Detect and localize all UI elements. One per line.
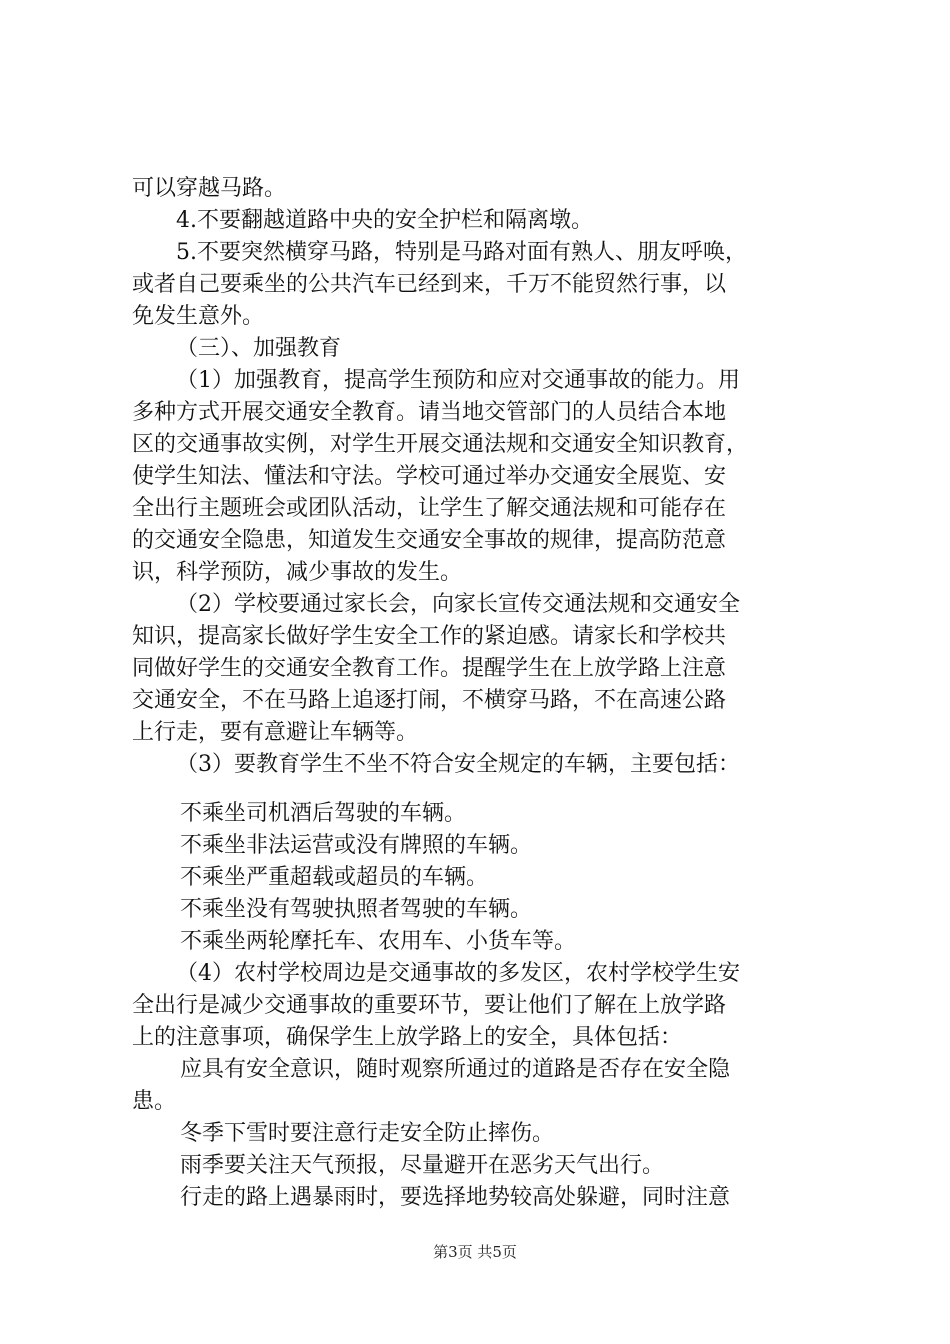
list-item: 不乘坐两轮摩托车、农用车、小货车等。 [180, 929, 577, 954]
text-line: 知识，提高家长做好学生安全工作的紧迫感。请家长和学校共 [132, 624, 727, 649]
text-line: 免发生意外。 [132, 304, 265, 329]
text-line: 患。 [132, 1089, 177, 1114]
page-footer: 第3页 共5页 [433, 1243, 517, 1261]
text-line: 全出行是减少交通事故的重要环节，要让他们了解在上放学路 [132, 993, 727, 1018]
text-line: 或者自己要乘坐的公共汽车已经到来，千万不能贸然行事，以 [132, 272, 727, 297]
text-line: 多种方式开展交通安全教育。请当地交管部门的人员结合本地 [132, 400, 727, 425]
text-line: 4.不要翻越道路中央的安全护栏和隔离墩。 [176, 208, 593, 233]
list-item: 不乘坐没有驾驶执照者驾驶的车辆。 [180, 897, 533, 922]
text-line: 同做好学生的交通安全教育工作。提醒学生在上放学路上注意 [132, 656, 727, 681]
list-item: 行走的路上遇暴雨时，要选择地势较高处躲避，同时注意 [180, 1185, 731, 1210]
text-line: 可以穿越马路。 [132, 176, 287, 201]
list-item: 雨季要关注天气预报，尽量避开在恶劣天气出行。 [180, 1153, 665, 1178]
list-item: 不乘坐司机酒后驾驶的车辆。 [180, 801, 467, 826]
text-line: 上行走，要有意避让车辆等。 [132, 720, 419, 745]
list-item: 不乘坐严重超载或超员的车辆。 [180, 865, 489, 890]
text-line: （2）学校要通过家长会，向家长宣传交通法规和交通安全 [176, 592, 740, 617]
list-item: 应具有安全意识，随时观察所通过的道路是否存在安全隐 [180, 1057, 731, 1082]
text-line: 5.不要突然横穿马路，特别是马路对面有熟人、朋友呼唤， [176, 240, 747, 265]
list-item: 不乘坐非法运营或没有牌照的车辆。 [180, 833, 533, 858]
text-line: 全出行主题班会或团队活动，让学生了解交通法规和可能存在 [132, 496, 727, 521]
text-line: 识，科学预防，减少事故的发生。 [132, 560, 463, 585]
text-line: （3）要教育学生不坐不符合安全规定的车辆，主要包括： [176, 752, 740, 777]
list-item: 冬季下雪时要注意行走安全防止摔伤。 [180, 1121, 555, 1146]
text-line: 使学生知法、懂法和守法。学校可通过举办交通安全展览、安 [132, 464, 727, 489]
text-line: 的交通安全隐患，知道发生交通安全事故的规律，提高防范意 [132, 528, 727, 553]
text-line: （4）农村学校周边是交通事故的多发区，农村学校学生安 [176, 961, 740, 986]
text-line: 上的注意事项，确保学生上放学路上的安全，具体包括： [132, 1025, 683, 1050]
text-line: 区的交通事故实例，对学生开展交通法规和交通安全知识教育， [132, 432, 749, 457]
section-heading: （三）、加强教育 [176, 336, 342, 361]
text-line: 交通安全，不在马路上追逐打闹，不横穿马路，不在高速公路 [132, 688, 727, 713]
text-line: （1）加强教育，提高学生预防和应对交通事故的能力。用 [176, 368, 740, 393]
